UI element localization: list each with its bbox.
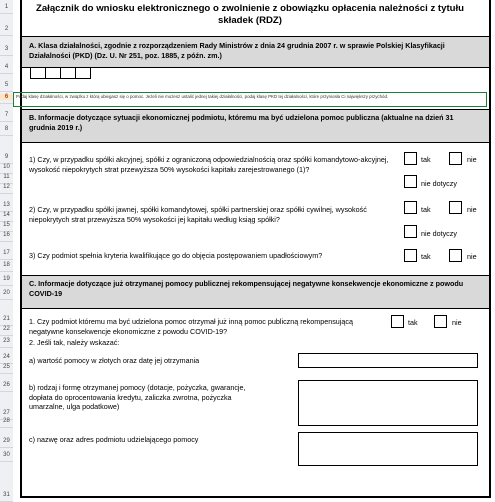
row-number[interactable]: 10 [3, 164, 10, 170]
q2-nie-checkbox[interactable] [449, 201, 462, 214]
aid-provider-field[interactable] [298, 432, 478, 466]
row-number[interactable]: 28 [3, 418, 10, 424]
c1-nie-label: nie [452, 318, 462, 327]
row-separator [0, 35, 13, 36]
section-c-item-a: a) wartość pomocy w złotych oraz datę jej otrzymania [29, 356, 200, 365]
row-separator [0, 91, 13, 92]
row-number[interactable]: 4 [4, 64, 9, 70]
c1-nie-checkbox[interactable] [434, 315, 447, 328]
row-number[interactable]: 20 [3, 290, 10, 296]
section-b-heading: B. Informacje dotyczące sytuacji ekonomicznej podmiotu, któremu ma być udzielona pomoc publiczna (aktualne na dzień 31 grudnia 2019 r.) [29, 113, 454, 132]
pkd-digit-1[interactable] [30, 67, 46, 79]
row-separator [0, 73, 13, 74]
row-separator [0, 259, 13, 260]
q1-tak-label: tak [421, 155, 431, 164]
section-c-item-c: c) nazwę oraz adres podmiotu udzielającego pomocy [29, 435, 199, 444]
spreadsheet-area [13, 0, 495, 502]
row-separator [0, 461, 13, 462]
q1-tak-checkbox[interactable] [404, 152, 417, 165]
row-separator [0, 193, 13, 194]
c1-tak-checkbox[interactable] [391, 315, 404, 328]
row-number-column [0, 0, 14, 502]
row-number[interactable]: 23 [3, 338, 10, 344]
q3-nie-checkbox[interactable] [449, 249, 462, 262]
q3-tak-checkbox[interactable] [404, 249, 417, 262]
q1-nie-dotyczy-label: nie dotyczy [421, 179, 457, 188]
section-a-heading: A. Klasa działalności, zgodnie z rozporządzeniem Rady Ministrów z dnia 24 grudnia 2007 r. w sprawie Polskiej Klasyfikacji Działalności (PKD) (Dz. U. Nr 251, poz. 1885, z późn. zm.) [29, 41, 445, 60]
row-number[interactable]: 25 [3, 364, 10, 370]
row-separator [0, 241, 13, 242]
row-number[interactable]: 1 [4, 4, 9, 10]
section-c-item-b: b) rodzaj i formę otrzymanej pomocy (dotacje, pożyczka, gwarancje, dopłata do oprocentowania kredytu, zaliczka zwrotna, pożyczka umarzalne, ulga podatkowe) [29, 383, 246, 411]
section-c-question-2: 2. Jeśli tak, należy wskazać: [29, 338, 120, 347]
row-separator [0, 13, 13, 14]
c1-tak-label: tak [408, 318, 418, 327]
section-c-question-1: 1. Czy podmiot któremu ma być udzielona pomoc otrzymał już inną pomoc publiczną rekompensującą negatywne konsekwencje ekonomiczne z powodu COVID-19? [29, 317, 353, 336]
row-number[interactable]: 12 [3, 184, 10, 190]
row-separator [0, 447, 13, 448]
row-number[interactable]: 27 [3, 410, 10, 416]
aid-type-form-field[interactable] [298, 380, 478, 426]
row-number[interactable]: 22 [3, 326, 10, 332]
row-separator [0, 427, 13, 428]
row-number[interactable]: 14 [3, 212, 10, 218]
row-separator [0, 373, 13, 374]
row-number[interactable]: 24 [3, 354, 10, 360]
row-separator [0, 103, 13, 104]
pkd-digit-4[interactable] [75, 67, 91, 79]
pkd-digit-2[interactable] [45, 67, 61, 79]
row-separator [0, 285, 13, 286]
row-number[interactable]: 9 [4, 154, 9, 160]
row-separator [0, 391, 13, 392]
row-number[interactable]: 19 [3, 276, 10, 282]
q2-tak-checkbox[interactable] [404, 201, 417, 214]
q2-nie-dotyczy-checkbox[interactable] [404, 225, 417, 238]
row-separator [0, 271, 13, 272]
row-separator [0, 299, 13, 300]
row-separator [0, 55, 13, 56]
q2-nie-dotyczy-label: nie dotyczy [421, 229, 457, 238]
section-a-note: Podaj klasę działalności, w związku z którą ubiegasz się o pomoc. Jeżeli nie możesz ustalić jednej takiej działalności, podaj klasę PKD tej działalności, które przyniosła Ci największy przychód. [16, 94, 389, 99]
row-separator [0, 347, 13, 348]
form-bottom-border [20, 496, 491, 498]
q1-nie-label: nie [467, 155, 477, 164]
page-title: Załącznik do wniosku elektronicznego o zwolnienie z obowiązku opłacenia należności z tytułu składek (RDZ) [35, 3, 465, 26]
q2-tak-label: tak [421, 205, 431, 214]
row-number[interactable]: 31 [3, 492, 10, 498]
row-number[interactable]: 5 [4, 82, 9, 88]
q1-nie-checkbox[interactable] [449, 152, 462, 165]
row-separator [0, 121, 13, 122]
row-number[interactable]: 30 [3, 452, 10, 458]
row-separator [0, 335, 13, 336]
row-number[interactable]: 29 [3, 438, 10, 444]
row-number[interactable]: 7 [4, 112, 9, 118]
row-number[interactable]: 16 [3, 232, 10, 238]
aid-value-date-field[interactable] [298, 353, 478, 368]
row-number[interactable]: 8 [4, 126, 9, 132]
row-separator [0, 135, 13, 136]
row-number[interactable]: 17 [3, 250, 10, 256]
pkd-digit-3[interactable] [60, 67, 76, 79]
row-number[interactable]: 3 [4, 46, 9, 52]
section-b-question-3: 3) Czy podmiot spełnia kryteria kwalifikujące go do objęcia postępowaniem upadłościowym? [29, 251, 323, 260]
q3-tak-label: tak [421, 252, 431, 261]
row-number[interactable]: 2 [4, 26, 9, 32]
q1-nie-dotyczy-checkbox[interactable] [404, 175, 417, 188]
row-number[interactable]: 11 [3, 174, 10, 180]
section-c-heading: C. Informacje dotyczące już otrzymanej pomocy publicznej rekompensującej negatywne konsekwencje ekonomiczne z powodu COVID-19 [29, 279, 464, 298]
row-number[interactable]: 6 [0, 94, 13, 100]
row-number[interactable]: 26 [3, 382, 10, 388]
row-number[interactable]: 18 [3, 262, 10, 268]
row-number[interactable]: 13 [3, 202, 10, 208]
section-b-question-2: 2) Czy, w przypadku spółki jawnej, spółki komandytowej, spółki partnerskiej oraz spółki cywilnej, wysokość niepokrytych strat przewyższa 50% wysokości jej kapitału według ksiąg spółki? [29, 205, 367, 224]
row-number[interactable]: 15 [3, 222, 10, 228]
section-b-question-1: 1) Czy, w przypadku spółki akcyjnej, spółki z ograniczoną odpowiedzialnością oraz spółki komandytowo-akcyjnej, wysokość niepokrytych strat przewyższa 50% wysokości kapitału zarejestrowanego (1)? [29, 155, 389, 174]
q3-nie-label: nie [467, 252, 477, 261]
row-number[interactable]: 21 [3, 316, 10, 322]
q2-nie-label: nie [467, 205, 477, 214]
pkd-code-input[interactable] [30, 67, 91, 79]
